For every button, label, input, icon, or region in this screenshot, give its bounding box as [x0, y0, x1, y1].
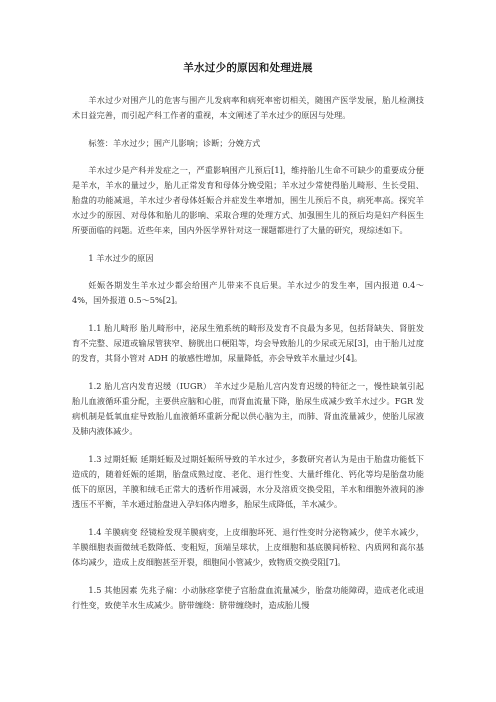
- body-paragraph: 1.4 羊膜病变 经镜检发现羊膜病变，上皮细胞坏死、退行性变时分泌物减少，使羊水减少，羊膜细胞表面微绒毛数降低、变粗短，顶端呈球状，上皮细胞和基底膜间桥粒、内质网和高尔基体均减少，造成上皮细胞甚至开裂，细胞间小管减少，致物质交换受阻[7]。: [72, 527, 424, 567]
- section-heading: 1 羊水过少的原因: [88, 253, 154, 263]
- body-paragraph: 1.2 胎儿宫内发育迟缓（IUGR） 羊水过少是胎儿宫内发育迟缓的特征之一，慢性缺氧引起胎儿血液循环重分配，主要供应脑和心脏，而肾血流量下降，胎尿生成减少致羊水过少。FGR 发病机制是低氧血症导致胎儿血液循环重新分配以供心脑为主，而肺、肾血流量减少，使胎儿尿液及肺内液体减少。: [72, 381, 424, 436]
- body-paragraph: 1.5 其他因素 先兆子痫：小动脉痉挛使子宫胎盘血流量减少，胎盘功能障碍，造成老化或退行性变，致使羊水生成减少。脐带缠绕：脐带缠绕时，造成胎儿慢: [72, 585, 424, 610]
- body-paragraph: 妊娠各期发生羊水过少都会给围产儿带来不良后果。羊水过少的发生率，国内报道 0.4～4%，国外报道 0.5～5%[2]。: [72, 280, 424, 305]
- body-paragraph: 1.3 过期妊娠 延期妊娠及过期妊娠所导致的羊水过少，多数研究者认为是由于胎盘功能低下造成的，随着妊娠的延期，胎盘成熟过度、老化、退行性变、大量纤维化、钙化等均是胎盘功能低下的原因，羊膜和绒毛正常大的透析作用减弱，水分及溶质交换受阻，羊水和细胞外液间的渗透压不平衡，羊水通过胎盘进入孕妇体内增多，胎尿生成降低，羊水减少。: [72, 454, 424, 509]
- document-title: 羊水过少的原因和处理进展: [183, 62, 313, 74]
- keywords-paragraph: 标签：羊水过少；围产儿影响；诊断；分娩方式: [88, 138, 261, 148]
- body-paragraph: 1.1 胎儿畸形 胎儿畸形中，泌尿生殖系统的畸形及发育不良最为多见，包括肾缺失、肾脏发育不完整、尿道或输尿管狭窄、膀胱出口梗阻等，均会导致胎儿的少尿或无尿[3]，由于胎儿过度的发育，其肾小管对 ADH 的敏感性增加，尿量降低，亦会导致羊水量过少[4]。: [72, 323, 424, 363]
- abstract-paragraph: 羊水过少对围产儿的危害与围产儿发病率和病死率密切相关，随围产医学发展，胎儿检测技术日益完善，而引起产科工作者的重视，本文阐述了羊水过少的原因与处理。: [72, 95, 424, 120]
- intro-paragraph: 羊水过少是产科并发症之一，严重影响围产儿预后[1]，维持胎儿生命不可缺少的重要成分便是羊水，羊水的量过少，胎儿正常发育和母体分娩受阻；羊水过少常使得胎儿畸形、生长受阻、胎盘的功能减退，羊水过少者母体妊娠合并症发生率增加，围生儿预后不良，病死率高。探究羊水过少的原因、对母体和胎儿的影响、采取合理的处理方式、加强围生儿的预后均是妇产科医生所要面临的问题。近些年来，国内外医学界针对这一课题都进行了大量的研究，现综述如下。: [72, 165, 424, 235]
